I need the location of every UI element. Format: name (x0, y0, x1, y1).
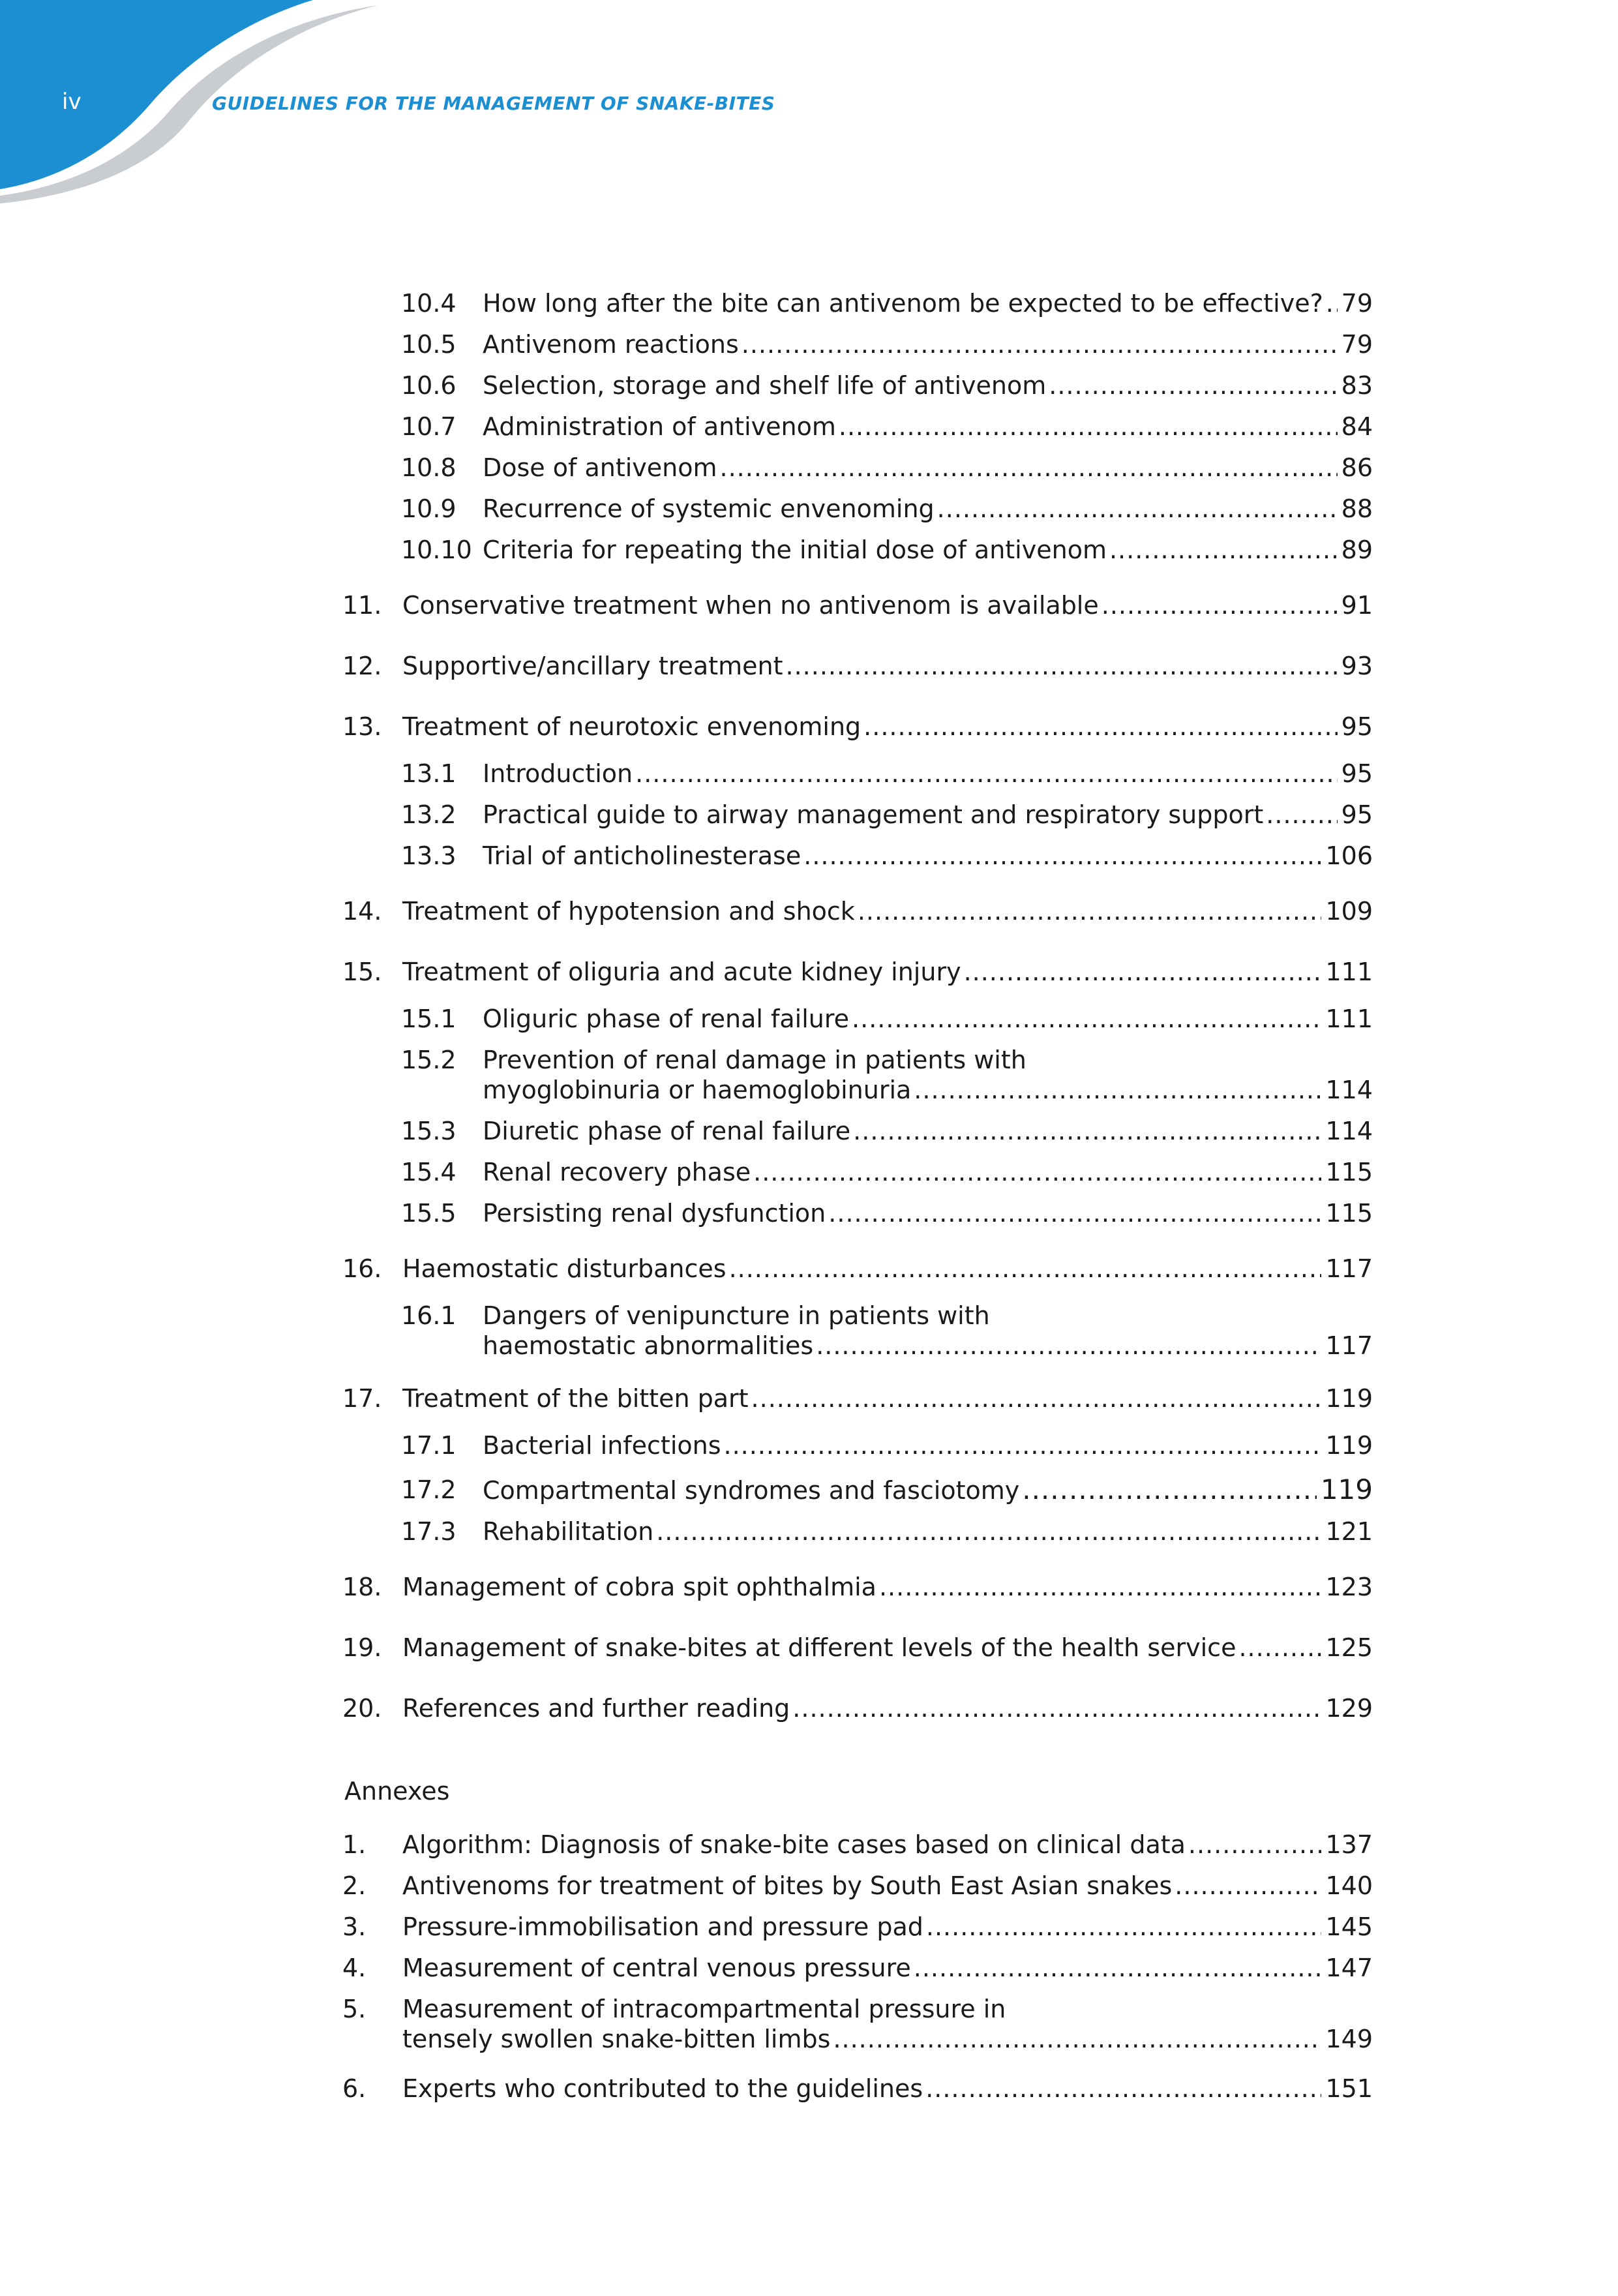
toc-entry-page: 95 (1341, 800, 1373, 829)
toc-entry-page: 86 (1341, 453, 1373, 482)
toc-entry-page: 117 (1325, 1254, 1373, 1283)
dot-leader (1266, 798, 1337, 832)
toc-entry[interactable] (342, 955, 1373, 989)
annex-entry[interactable] (342, 2022, 1373, 2056)
toc-entry-page: 119 (1320, 1473, 1373, 1505)
annex-entry-title: Algorithm: Diagnosis of snake-bite cases based on clinical data (402, 1830, 1186, 1859)
toc-entry-title: Conservative treatment when no antivenom is available (402, 591, 1099, 620)
toc-entry-title-line1: Dangers of venipuncture in patients with (483, 1301, 990, 1330)
toc-entry-number: 17.3 (401, 1517, 457, 1546)
toc-entry-title: Introduction (483, 759, 633, 788)
toc-entry-number: 11. (342, 591, 382, 620)
toc-entry-number: 13.2 (401, 800, 457, 829)
toc-entry-title: Trial of anticholinesterase (483, 841, 802, 870)
toc-entry-page: 79 (1341, 330, 1373, 359)
toc-entry[interactable] (342, 1252, 1373, 1286)
toc-entry-number: 15.3 (401, 1117, 457, 1145)
annex-entry[interactable] (342, 1828, 1373, 1862)
toc-entry-title: Rehabilitation (483, 1517, 654, 1546)
toc-entry[interactable] (401, 327, 1373, 361)
toc-entry[interactable] (401, 1428, 1373, 1462)
annex-entry-number: 5. (342, 1995, 367, 2023)
toc-entry-title: Treatment of hypotension and shock (402, 897, 855, 926)
toc-entry-page: 114 (1325, 1117, 1373, 1145)
toc-entry-number: 20. (342, 1694, 382, 1723)
toc-entry-title: Oliguric phase of renal failure (483, 1004, 850, 1033)
toc-entry[interactable] (401, 1002, 1373, 1036)
toc-entry-page: 115 (1325, 1199, 1373, 1228)
toc-entry-title: Renal recovery phase (483, 1158, 751, 1186)
toc-entry-title: Bacterial infections (483, 1431, 721, 1460)
dot-leader (1326, 286, 1338, 320)
toc-entry-page: 123 (1325, 1573, 1373, 1601)
dot-leader (1101, 588, 1338, 622)
dot-leader (720, 451, 1338, 485)
toc-entry[interactable] (401, 369, 1373, 402)
toc-entry-number: 19. (342, 1633, 382, 1662)
annex-entry-page: 145 (1325, 1912, 1373, 1941)
dot-leader (1049, 369, 1337, 402)
dot-leader (914, 1073, 1321, 1107)
toc-entry-title: Treatment of the bitten part (402, 1384, 749, 1413)
toc-entry-title: Criteria for repeating the initial dose of antivenom (483, 536, 1107, 564)
dot-leader (742, 327, 1338, 361)
dot-leader (1238, 1631, 1321, 1665)
annex-entry-number: 6. (342, 2074, 367, 2103)
dot-leader (964, 955, 1322, 989)
toc-entry-title: Supportive/ancillary treatment (402, 652, 783, 680)
annex-entry-title-line1: Measurement of intracompartmental pressure in (402, 1995, 1006, 2023)
dot-leader (803, 839, 1321, 873)
toc-entry-number: 13. (342, 712, 382, 741)
toc-entry-number: 15.2 (401, 1046, 457, 1074)
dot-leader (828, 1196, 1321, 1230)
toc-entry-page: 125 (1325, 1633, 1373, 1662)
dot-leader (656, 1515, 1321, 1548)
annex-entry-title: Pressure-immobilisation and pressure pad (402, 1912, 923, 1941)
annex-entry-page: 147 (1325, 1954, 1373, 1982)
dot-leader (1022, 1473, 1317, 1507)
toc-entry-title: Management of cobra spit ophthalmia (402, 1573, 876, 1601)
toc-entry-number: 16. (342, 1254, 382, 1283)
toc-entry[interactable] (401, 492, 1373, 526)
dot-leader (816, 1329, 1321, 1363)
toc-entry[interactable] (401, 451, 1373, 485)
toc-entry[interactable] (401, 1114, 1373, 1148)
toc-entry-title: Dose of antivenom (483, 453, 717, 482)
toc-entry-page: 121 (1325, 1517, 1373, 1546)
toc-entry[interactable] (401, 798, 1373, 832)
dot-leader (925, 2072, 1321, 2106)
toc-entry[interactable] (342, 894, 1373, 928)
toc-entry-page: 106 (1325, 841, 1373, 870)
toc-entry-number: 17.1 (401, 1431, 457, 1460)
dot-leader (879, 1570, 1322, 1604)
toc-entry-number: 10.7 (401, 412, 457, 441)
toc-entry-page: 115 (1325, 1158, 1373, 1186)
annex-entry-title: Experts who contributed to the guidelines (402, 2074, 923, 2103)
toc-entry-page: 91 (1341, 591, 1373, 620)
toc-entry[interactable] (342, 649, 1373, 683)
dot-leader (1175, 1869, 1321, 1903)
toc-entry-number: 14. (342, 897, 382, 926)
dot-leader (1109, 533, 1338, 567)
toc-entry-number: 15.1 (401, 1004, 457, 1033)
dot-leader (792, 1691, 1321, 1725)
dot-leader (786, 649, 1338, 683)
dot-leader (1188, 1828, 1322, 1862)
toc-entry-title: Selection, storage and shelf life of antivenom (483, 371, 1047, 400)
toc-entry[interactable] (401, 1155, 1373, 1189)
toc-entry-title: Antivenom reactions (483, 330, 739, 359)
toc-entry-number: 10.8 (401, 453, 457, 482)
toc-entry-number: 16.1 (401, 1301, 457, 1330)
toc-entry-number: 13.1 (401, 759, 457, 788)
toc-entry-title-line1: Prevention of renal damage in patients with (483, 1046, 1026, 1074)
annex-entry[interactable] (342, 2072, 1373, 2106)
toc-entry[interactable] (401, 410, 1373, 444)
toc-entry-number: 15. (342, 958, 382, 986)
dot-leader (937, 492, 1338, 526)
toc-entry-title: myoglobinuria or haemoglobinuria (483, 1076, 912, 1104)
toc-entry-number: 10.4 (401, 289, 457, 318)
annex-entry-page: 140 (1325, 1871, 1373, 1900)
toc-entry-title: haemostatic abnormalities (483, 1331, 814, 1360)
toc-entry-title: Practical guide to airway management and respiratory support (483, 800, 1264, 829)
toc-entry-number: 15.4 (401, 1158, 457, 1186)
toc-entry[interactable] (342, 588, 1373, 622)
toc-entry[interactable] (342, 1631, 1373, 1665)
toc-entry-title: Persisting renal dysfunction (483, 1199, 826, 1228)
toc-entry-number: 13.3 (401, 841, 457, 870)
toc-entry-title: Compartmental syndromes and fasciotomy (483, 1476, 1020, 1505)
annex-entry-page: 149 (1325, 2025, 1373, 2053)
toc-entry-number: 10.10 (401, 536, 472, 564)
toc-entry[interactable] (401, 286, 1373, 320)
annex-entry[interactable] (342, 1951, 1373, 1985)
dot-leader (852, 1002, 1321, 1036)
toc-entry[interactable] (342, 710, 1373, 744)
dot-leader (858, 894, 1322, 928)
toc-entry-page: 88 (1341, 494, 1373, 523)
toc-entry-number: 18. (342, 1573, 382, 1601)
dot-leader (926, 1910, 1322, 1944)
annexes-heading: Annexes (344, 1777, 450, 1805)
toc-entry-page: 117 (1325, 1331, 1373, 1360)
toc-entry-number: 10.5 (401, 330, 457, 359)
dot-leader (914, 1951, 1322, 1985)
toc-entry[interactable] (401, 1473, 1373, 1507)
dot-leader (853, 1114, 1321, 1148)
annex-entry-page: 137 (1325, 1830, 1373, 1859)
dot-leader (724, 1428, 1322, 1462)
annex-entry-title: Measurement of central venous pressure (402, 1954, 911, 1982)
toc-entry[interactable] (401, 533, 1373, 567)
toc-entry[interactable] (401, 1073, 1373, 1107)
annex-entry-number: 3. (342, 1912, 367, 1941)
toc-entry-page: 83 (1341, 371, 1373, 400)
dot-leader (751, 1382, 1322, 1415)
toc-entry-title: References and further reading (402, 1694, 790, 1723)
toc-entry-title: Treatment of oliguria and acute kidney injury (402, 958, 961, 986)
toc-entry[interactable] (401, 1329, 1373, 1363)
toc-entry[interactable] (401, 1196, 1373, 1230)
toc-entry-page: 111 (1325, 958, 1373, 986)
toc-entry[interactable] (401, 1515, 1373, 1548)
toc-entry-number: 10.9 (401, 494, 457, 523)
toc-entry-page: 111 (1325, 1004, 1373, 1033)
dot-leader (833, 2022, 1321, 2056)
dot-leader (635, 757, 1338, 791)
toc-entry-page: 109 (1325, 897, 1373, 926)
toc-entry-page: 119 (1325, 1384, 1373, 1413)
toc-entry-page: 119 (1325, 1431, 1373, 1460)
toc-entry-title: How long after the bite can antivenom be expected to be effective? (483, 289, 1323, 318)
toc-entry-title: Recurrence of systemic envenoming (483, 494, 935, 523)
toc-entry-title: Administration of antivenom (483, 412, 836, 441)
toc-entry-page: 93 (1341, 652, 1373, 680)
toc-entry-title: Treatment of neurotoxic envenoming (402, 712, 861, 741)
toc-entry-number: 15.5 (401, 1199, 457, 1228)
toc-entry-title: Diuretic phase of renal failure (483, 1117, 851, 1145)
toc-entry-title: Management of snake-bites at different levels of the health service (402, 1633, 1236, 1662)
annex-entry-number: 4. (342, 1954, 367, 1982)
annex-entry[interactable] (342, 1910, 1373, 1944)
toc-entry-page: 95 (1341, 759, 1373, 788)
annex-entry-number: 1. (342, 1830, 367, 1859)
dot-leader (729, 1252, 1322, 1286)
toc-entry-page: 95 (1341, 712, 1373, 741)
dot-leader (839, 410, 1338, 444)
page-number: iv (62, 89, 82, 115)
running-header-title: GUIDELINES FOR THE MANAGEMENT OF SNAKE-BITES (212, 93, 775, 114)
dot-leader (863, 710, 1337, 744)
toc-entry-page: 114 (1325, 1076, 1373, 1104)
toc-entry[interactable] (342, 1691, 1373, 1725)
toc-entry-number: 17.2 (401, 1475, 457, 1504)
annex-entry-title: Antivenoms for treatment of bites by South East Asian snakes (402, 1871, 1173, 1900)
toc-entry-page: 84 (1341, 412, 1373, 441)
toc-entry-page: 79 (1341, 289, 1373, 318)
toc-entry-number: 12. (342, 652, 382, 680)
toc-entry[interactable] (401, 839, 1373, 873)
toc-entry[interactable] (342, 1382, 1373, 1415)
toc-entry-number: 17. (342, 1384, 382, 1413)
annex-entry-title: tensely swollen snake-bitten limbs (402, 2025, 831, 2053)
toc-entry-page: 129 (1325, 1694, 1373, 1723)
annex-entry-page: 151 (1325, 2074, 1373, 2103)
annex-entry[interactable] (342, 1869, 1373, 1903)
dot-leader (753, 1155, 1321, 1189)
toc-entry[interactable] (401, 757, 1373, 791)
toc-entry-number: 10.6 (401, 371, 457, 400)
toc-entry-page: 89 (1341, 536, 1373, 564)
toc-entry[interactable] (342, 1570, 1373, 1604)
toc-entry-title: Haemostatic disturbances (402, 1254, 727, 1283)
annex-entry-number: 2. (342, 1871, 367, 1900)
